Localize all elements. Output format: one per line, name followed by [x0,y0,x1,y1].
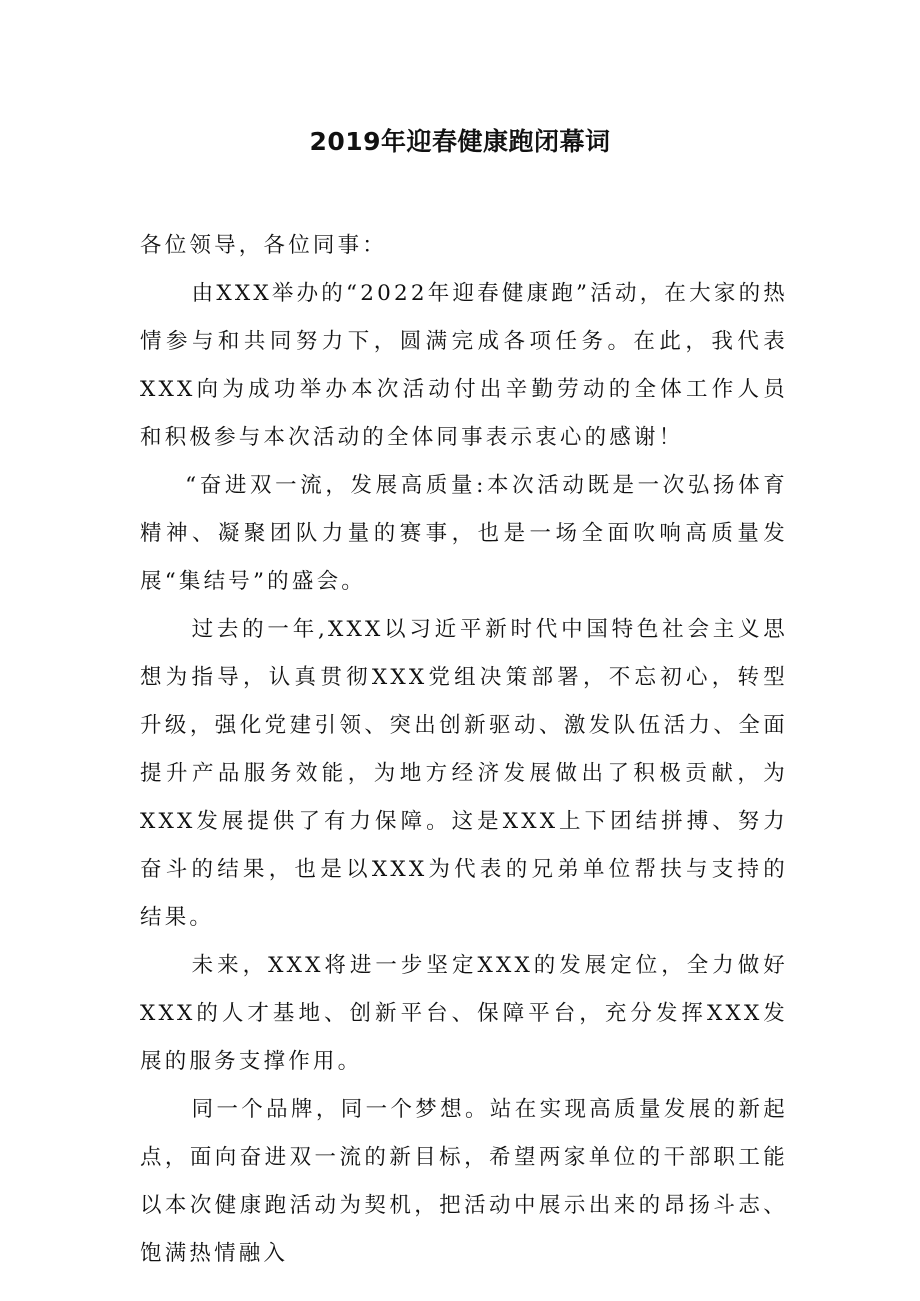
paragraph-theme: “奋进双一流，发展高质量:本次活动既是一次弘扬体育精神、凝聚团队力量的赛事，也是一场全面吹响高质量发展“集结号”的盛会。 [140,473,788,594]
paragraph-thanks: 由XXX举办的“2022年迎春健康跑”活动，在大家的热情参与和共同努力下，圆满完成各项任务。在此，我代表XXX向为成功举办本次活动付出辛勤劳动的全体工作人员和积极参与本次活动的全体同事表示衷心的感谢！ [140,281,788,450]
salutation: 各位领导，各位同事： [140,233,388,258]
paragraph-closing: 同一个品牌，同一个梦想。站在实现高质量发展的新起点，面向奋进双一流的新目标，希望两家单位的干部职工能以本次健康跑活动为契机，把活动中展示出来的昂扬斗志、饱满热情融入 [140,1097,788,1266]
paragraph-future: 未来，XXX将进一步坚定XXX的发展定位，全力做好XXX的人才基地、创新平台、保障平台，充分发挥XXX发展的服务支撑作用。 [140,953,788,1074]
document-title: 2019年迎春健康跑闭幕词 [309,127,611,156]
document-body [140,222,788,1278]
paragraph-past-year: 过去的一年,XXX以习近平新时代中国特色社会主义思想为指导，认真贯彻XXX党组决策部署，不忘初心，转型升级，强化党建引领、突出创新驱动、激发队伍活力、全面提升产品服务效能，为地方经济发展做出了积极贡献，为XXX发展提供了有力保障。这是XXX上下团结拼搏、努力奋斗的结果，也是以XXX为代表的兄弟单位帮扶与支持的结果。 [140,617,788,930]
